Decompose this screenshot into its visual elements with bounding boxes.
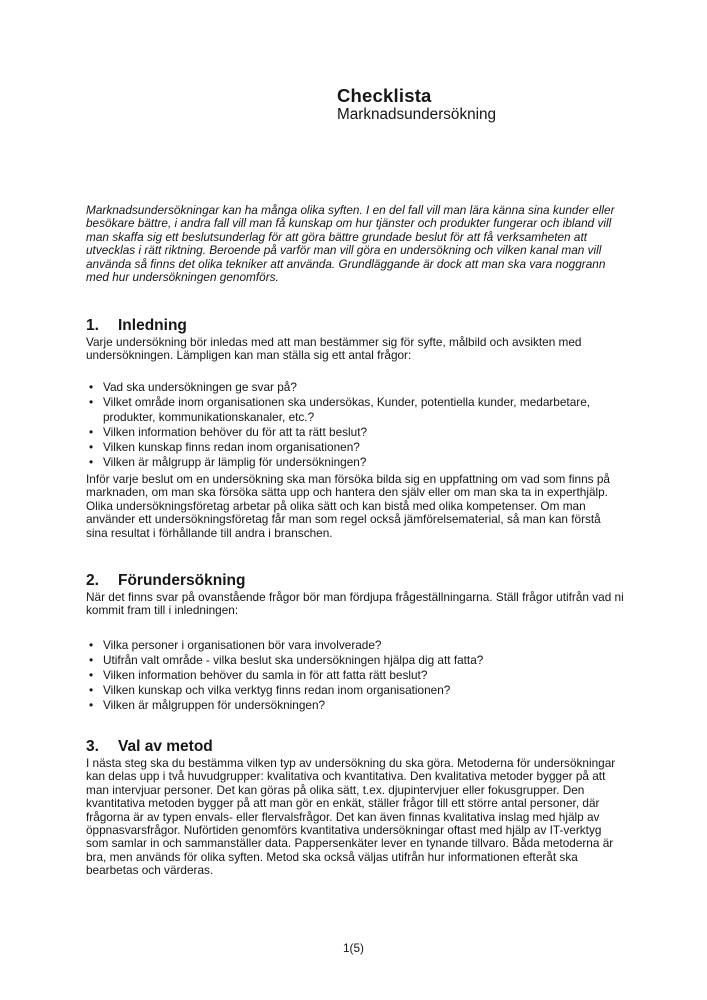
section-number: 1. xyxy=(86,317,99,334)
bullet-item: • Utifrån valt område - vilka beslut ska undersökningen hjälpa dig att fatta? xyxy=(86,653,624,668)
bullet-item: • Vilken information behöver du för att ta rätt beslut? xyxy=(86,425,624,440)
section-3-intro: I nästa steg ska du bestämma vilken typ av undersökning du ska göra. Metoderna för undersökningar kan delas upp i två huvudgrupper: kvalitativa och kvantitativa. Den kvalitativa metoder bygger på att man intervjuar personer. Det kan göras på olika sätt, t.ex. djupintervjuer eller fokusgrupper. Den kvantitativa metoden bygger på att man gör en enkät, ställer frågor till ett större antal personer, där frågorna är av typen envals- eller flervalsfrågor. Det kan även finnas kvalitativa inslag med hjälp av öppnasvarsfrågor. Nuförtiden genomförs kvantitativa undersökningar oftast med hjälp av IT-verktyg som samlar in och sammanställer data. Pappersenkäter lever en tynande tillvaro. Båda metoderna är bra, men används för olika syften. Metod ska också väljas utifrån hur informationen efteråt ska bearbetas och värderas. xyxy=(86,756,616,878)
bullet-item: • Vilken kunskap och vilka verktyg finns redan inom organisationen? xyxy=(86,683,624,698)
section-heading-1 xyxy=(86,316,624,335)
section-heading-2 xyxy=(86,571,624,590)
page-subtitle: Marknadsundersökning xyxy=(337,106,497,123)
section-1-bullet-list xyxy=(86,380,624,470)
section-heading-3 xyxy=(86,737,624,756)
section-title: Val av metod xyxy=(118,738,213,755)
bullet-item: • Vilken kunskap finns redan inom organisationen? xyxy=(86,440,624,455)
title-block xyxy=(337,85,496,124)
bullet-item: • Vilka personer i organisationen bör vara involverade? xyxy=(86,638,624,653)
bullet-item: • Vilken är målgruppen för undersökningen? xyxy=(86,698,624,713)
bullet-item: • Vilken är målgrupp är lämplig för undersökningen? xyxy=(86,455,624,470)
section-1-intro: Varje undersökning bör inledas med att man bestämmer sig för syfte, målbild och avsikten med undersökningen. Lämpligen kan man ställa sig ett antal frågor: xyxy=(86,335,582,363)
section-1-outro: Inför varje beslut om en undersökning ska man försöka bilda sig en uppfattning om vad som finns på marknaden, om man ska försöka sätta upp och hantera den själv eller om man ska ta in experthjälp. Olika undersökningsföretag arbetar på olika sätt och kan bistå med olika kompetenser. Om man använder ett undersökningsföretag får man som regel också jämförelsematerial, så man kan förstå sina resultat i förhållande till andra i branschen. xyxy=(86,472,610,540)
section-2-bullet-list xyxy=(86,638,624,713)
bullet-item: • Vad ska undersökningen ge svar på? xyxy=(86,380,624,395)
page-number: 1(5) xyxy=(343,941,364,955)
intro-paragraph: Marknadsundersökningar kan ha många olika syften. I en del fall vill man lära känna sina kunder eller besökare bättre, i andra fall vill man få kunskap om hur tjänster och produkter fungerar och ibland vill man skaffa sig ett beslutsunderlag för att göra bättre grundade beslut för att få verksamheten att utvecklas i rätt riktning. Beroende på varför man vill göra en undersökning och vilken kanal man vill använda så finns det olika tekniker att använda. Grundläggande är dock att man ska vara noggrann med hur undersökningen genomförs. xyxy=(86,203,615,285)
bullet-item: • Vilket område inom organisationen ska undersökas, Kunder, potentiella kunder, medarbetare, produkter, kommunikationskanaler, etc.? xyxy=(86,395,624,425)
section-number: 2. xyxy=(86,572,99,589)
section-title: Förundersökning xyxy=(118,572,246,589)
section-title: Inledning xyxy=(118,317,187,334)
page-title: Checklista xyxy=(337,85,432,106)
section-number: 3. xyxy=(86,738,99,755)
section-2-intro: När det finns svar på ovanstående frågor bör man fördjupa frågeställningarna. Ställ frågor utifrån vad ni kommit fram till i inledningen: xyxy=(86,590,624,618)
bullet-item: • Vilken information behöver du samla in för att fatta rätt beslut? xyxy=(86,668,624,683)
